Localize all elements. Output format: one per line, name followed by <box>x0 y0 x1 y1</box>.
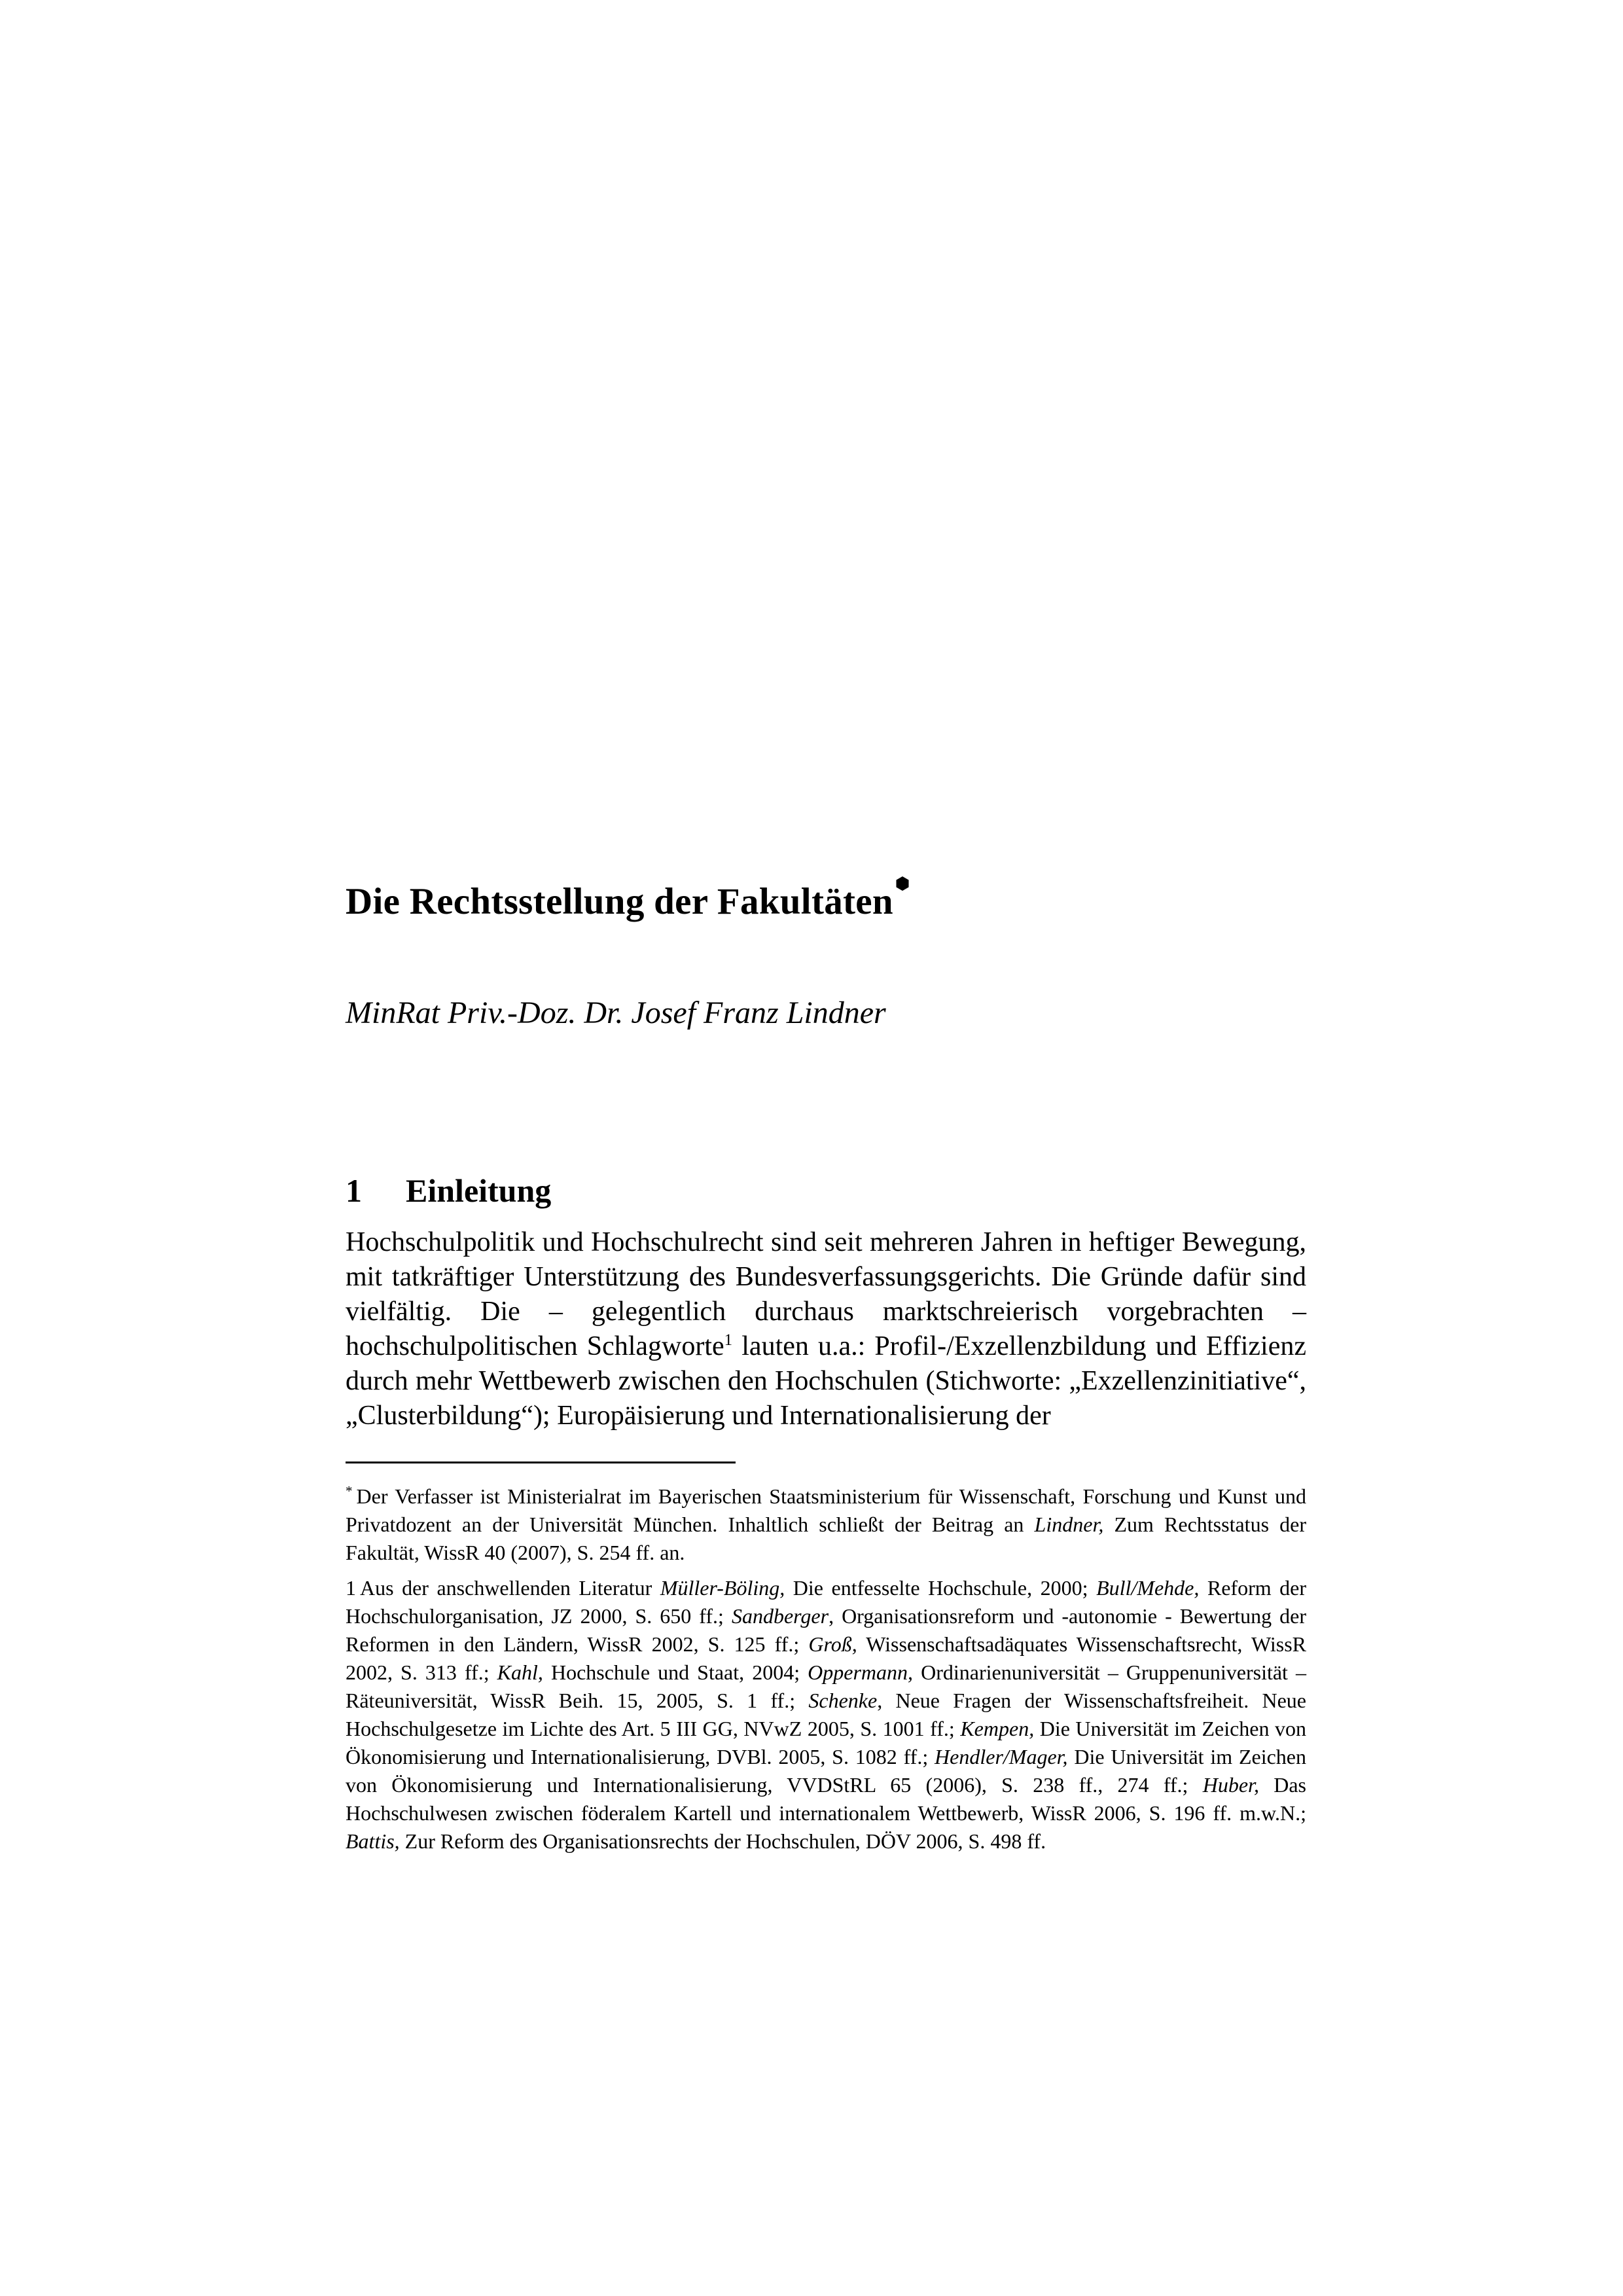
section-title: Einleitung <box>406 1172 552 1209</box>
article-title-text: Die Rechtsstellung der Fakultäten <box>346 881 893 922</box>
cited-author: Oppermann, <box>808 1660 914 1684</box>
section-heading <box>346 1172 551 1210</box>
footnote-text: , Organisationsreform und -autonomie - Bewertung der Reformen in den Ländern, WissR 2002, S. 125 ff.; <box>346 1604 1306 1656</box>
footnote-text: Zum Rechtsstatus der Fakultät, WissR 40 (2007), S. 254 ff. an. <box>346 1513 1307 1564</box>
footnote-text: Zur Reform des Organisationsrechts der Hochschulen, DÖV 2006, S. 498 ff. <box>399 1829 1046 1853</box>
footnote-text: Die Universität im Zeichen von Ökonomisierung und Internationalisierung, VVDStRL 65 (2006), S. 238 ff., 274 ff.; <box>346 1745 1307 1797</box>
footnote-star-marker: * <box>346 1483 353 1499</box>
author-line: MinRat Priv.-Doz. Dr. Josef Franz Lindner <box>346 996 886 1030</box>
cited-author: Kempen, <box>960 1717 1035 1740</box>
cited-author: Groß, <box>808 1632 857 1656</box>
cited-author: Huber, <box>1202 1773 1259 1797</box>
article-title <box>346 880 909 923</box>
cited-author: Schenke <box>808 1689 878 1712</box>
cited-author: Sandberger <box>731 1604 829 1628</box>
cited-author: Müller-Böling, <box>660 1576 785 1600</box>
footnote-text: Die entfesselte Hochschule, 2000; <box>785 1576 1097 1600</box>
footnote-text: , Neue Fragen der Wissenschaftsfreiheit. Neue Hochschulgesetze im Lichte des Art. 5 III GG, NVwZ 2005, S. 1001 ff.; <box>346 1689 1307 1740</box>
footnote-star-marker-icon <box>895 876 910 891</box>
footnote-text: Der Verfasser ist Ministerialrat im Bayerischen Staatsministerium für Wissenschaft, Forschung und Kunst und Privatdozent an der Universität München. Inhaltlich schließt der Beitrag an <box>346 1484 1306 1536</box>
section-number: 1 <box>346 1172 362 1209</box>
cited-author: Hendler/Mager, <box>935 1745 1068 1768</box>
cited-author: Bull/Mehde, <box>1096 1576 1200 1600</box>
body-text-part1: Hochschulpolitik und Hochschulrecht sind seit mehreren Jahren in heftiger Bewegung, mit tatkräftiger Unterstützung des Bundesverfassungsgerichts. Die Gründe dafür sind vielfältig. Die – gelegentlich durchaus marktschreierisch vorgebrachten – hochschulpolitischen Schlagworte <box>346 1227 1306 1361</box>
footnote-1-marker: 1 <box>346 1576 356 1600</box>
cited-author: Lindner, <box>1034 1513 1104 1536</box>
footnote-text: Aus der anschwellenden Literatur <box>360 1576 660 1600</box>
footnote-star <box>346 1482 1306 1567</box>
footnote-1 <box>346 1574 1306 1856</box>
cited-author: Battis, <box>346 1829 400 1853</box>
footnote-text: Hochschule und Staat, 2004; <box>543 1660 808 1684</box>
cited-author: Kahl, <box>497 1660 543 1684</box>
body-text-part2: lauten u.a.: Profil-/Exzellenzbildung und Effizienz durch mehr Wettbewerb zwischen den Hochschulen (Stichworte: „Exzellenzinitiative“, „Clusterbildung“); Europäisierung und Internationalisierung der <box>346 1331 1306 1431</box>
footnote-text: Das Hochschulwesen zwischen föderalem Kartell und internationalem Wettbewerb, WissR 2006, S. 196 ff. m.w.N.; <box>346 1773 1307 1825</box>
footnote-text: Reform der Hochschulorganisation, JZ 2000, S. 650 ff.; <box>346 1576 1307 1628</box>
footnote-reference: 1 <box>724 1331 733 1349</box>
footnote-divider <box>346 1462 736 1463</box>
body-paragraph <box>346 1225 1306 1433</box>
footnote-text: Wissenschaftsadäquates Wissenschaftsrecht, WissR 2002, S. 313 ff.; <box>346 1632 1307 1684</box>
footnote-text: Ordinarienuniversität – Gruppenuniversität – Räteuniversität, WissR Beih. 15, 2005, S. 1 ff.; <box>346 1660 1307 1712</box>
footnote-text: Die Universität im Zeichen von Ökonomisierung und Internationalisierung, DVBl. 2005, S. 1082 ff.; <box>346 1717 1307 1768</box>
